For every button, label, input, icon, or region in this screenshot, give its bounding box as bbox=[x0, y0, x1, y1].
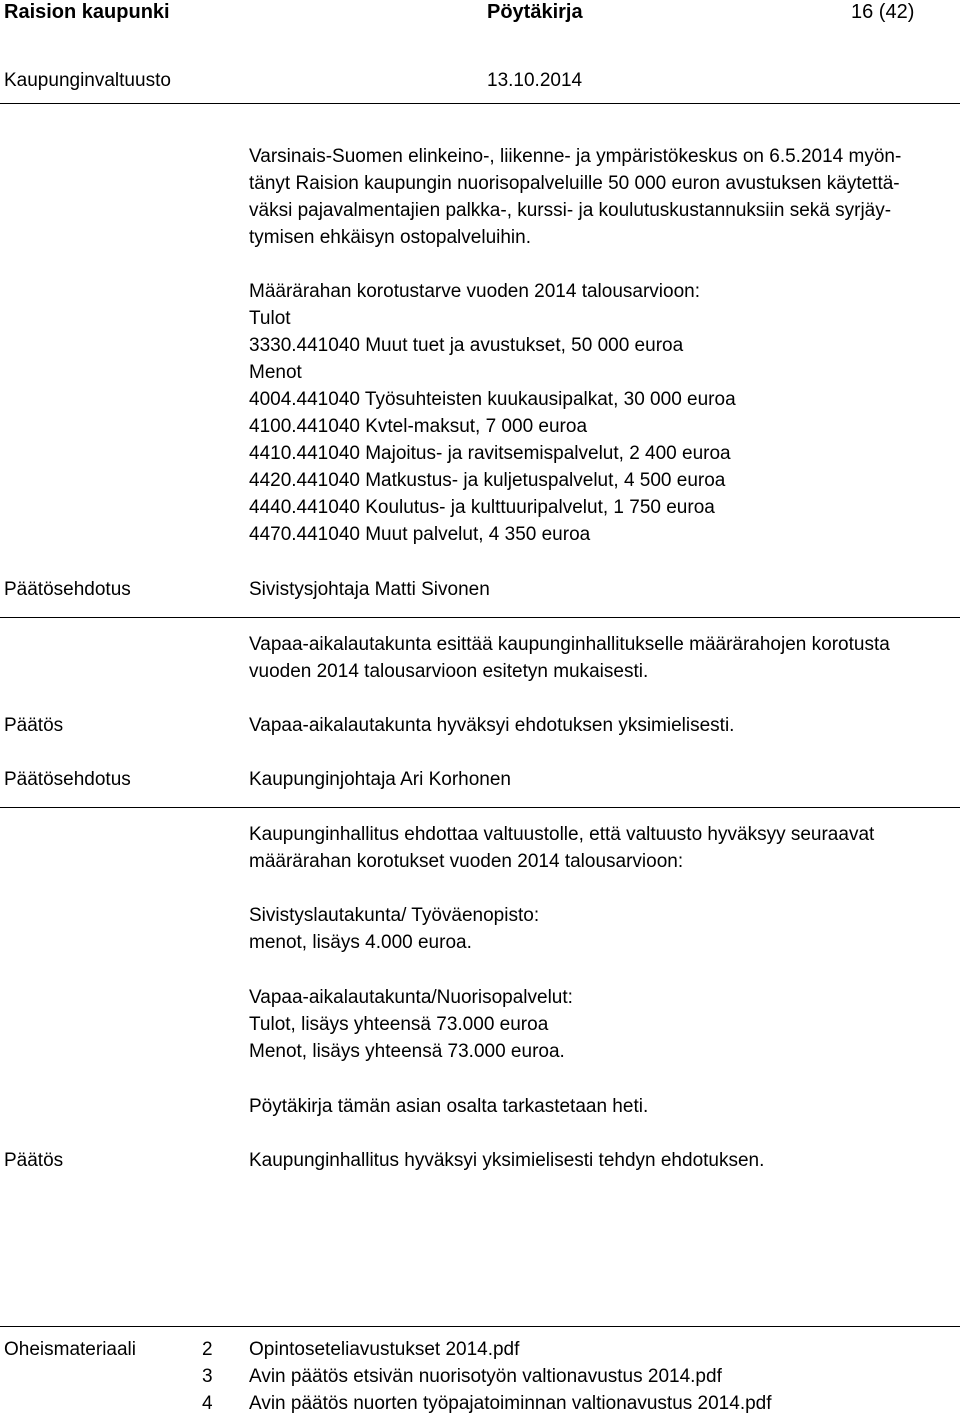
org-name: Raision kaupunki bbox=[4, 1, 170, 23]
attachments-divider bbox=[0, 1326, 960, 1327]
proposal-author: Sivistysjohtaja Matti Sivonen bbox=[249, 579, 490, 600]
budget-line: 4004.441040 Työsuhteisten kuukausipalkat, 30 000 euroa bbox=[249, 389, 736, 410]
budget-line: 4420.441040 Matkustus- ja kuljetuspalvelut, 4 500 euroa bbox=[249, 470, 726, 491]
text-line: määrärahan korotukset vuoden 2014 talousarvioon: bbox=[249, 851, 684, 872]
text-line: tymisen ehkäisyn ostopalveluihin. bbox=[249, 227, 531, 248]
decision-text: Kaupunginhallitus hyväksyi yksimielisesti tehdyn ehdotuksen. bbox=[249, 1150, 765, 1171]
section-label-proposal: Päätösehdotus bbox=[4, 579, 131, 600]
attachment-link[interactable]: Avin päätös etsivän nuorisotyön valtionavustus 2014.pdf bbox=[249, 1366, 722, 1387]
proposal-author: Kaupunginjohtaja Ari Korhonen bbox=[249, 769, 511, 790]
attachment-link[interactable]: Avin päätös nuorten työpajatoiminnan valtionavustus 2014.pdf bbox=[249, 1393, 772, 1414]
section-label-proposal: Päätösehdotus bbox=[4, 769, 131, 790]
attachment-number: 2 bbox=[202, 1339, 213, 1360]
section-label-decision: Päätös bbox=[4, 715, 64, 736]
budget-line: 4470.441040 Muut palvelut, 4 350 euroa bbox=[249, 524, 591, 545]
attachments-label: Oheismateriaali bbox=[4, 1339, 136, 1360]
attachment-number: 4 bbox=[202, 1393, 213, 1414]
budget-line: 4410.441040 Majoitus- ja ravitsemispalvelut, 2 400 euroa bbox=[249, 443, 731, 464]
text-line: väksi pajavalmentajien palkka-, kurssi- ja koulutuskustannuksiin sekä syrjäy- bbox=[249, 200, 892, 221]
attachment-number: 3 bbox=[202, 1366, 213, 1387]
page-number: 16 (42) bbox=[851, 1, 915, 23]
meeting-body: Kaupunginvaltuusto bbox=[4, 70, 171, 91]
budget-line: Tulot bbox=[249, 308, 291, 329]
section-divider bbox=[0, 807, 960, 808]
text-line: menot, lisäys 4.000 euroa. bbox=[249, 932, 472, 953]
budget-line: Menot bbox=[249, 362, 302, 383]
text-line: Sivistyslautakunta/ Työväenopisto: bbox=[249, 905, 540, 926]
doc-type: Pöytäkirja bbox=[487, 1, 583, 23]
text-line: vuoden 2014 talousarvioon esitetyn mukaisesti. bbox=[249, 661, 649, 682]
text-line: tänyt Raision kaupungin nuorisopalveluille 50 000 euron avustuksen käytettä- bbox=[249, 173, 900, 194]
text-line: Pöytäkirja tämän asian osalta tarkastetaan heti. bbox=[249, 1096, 649, 1117]
budget-line: 4440.441040 Koulutus- ja kulttuuripalvelut, 1 750 euroa bbox=[249, 497, 715, 518]
text-line: Varsinais-Suomen elinkeino-, liikenne- ja ympäristökeskus on 6.5.2014 myön- bbox=[249, 146, 902, 167]
text-line: Tulot, lisäys yhteensä 73.000 euroa bbox=[249, 1014, 549, 1035]
attachment-link[interactable]: Opintoseteliavustukset 2014.pdf bbox=[249, 1339, 520, 1360]
section-divider bbox=[0, 617, 960, 618]
meeting-date: 13.10.2014 bbox=[487, 70, 583, 91]
section-label-decision: Päätös bbox=[4, 1150, 64, 1171]
budget-line: 4100.441040 Kvtel-maksut, 7 000 euroa bbox=[249, 416, 588, 437]
text-line: Vapaa-aikalautakunta esittää kaupunginhallitukselle määrärahojen korotusta bbox=[249, 634, 890, 655]
budget-line: 3330.441040 Muut tuet ja avustukset, 50 000 euroa bbox=[249, 335, 684, 356]
decision-text: Vapaa-aikalautakunta hyväksyi ehdotuksen yksimielisesti. bbox=[249, 715, 735, 736]
text-line: Kaupunginhallitus ehdottaa valtuustolle, että valtuusto hyväksyy seuraavat bbox=[249, 824, 875, 845]
text-line: Menot, lisäys yhteensä 73.000 euroa. bbox=[249, 1041, 565, 1062]
budget-heading: Määrärahan korotustarve vuoden 2014 talousarvioon: bbox=[249, 281, 701, 302]
text-line: Vapaa-aikalautakunta/Nuorisopalvelut: bbox=[249, 987, 573, 1008]
header-divider bbox=[0, 103, 960, 104]
